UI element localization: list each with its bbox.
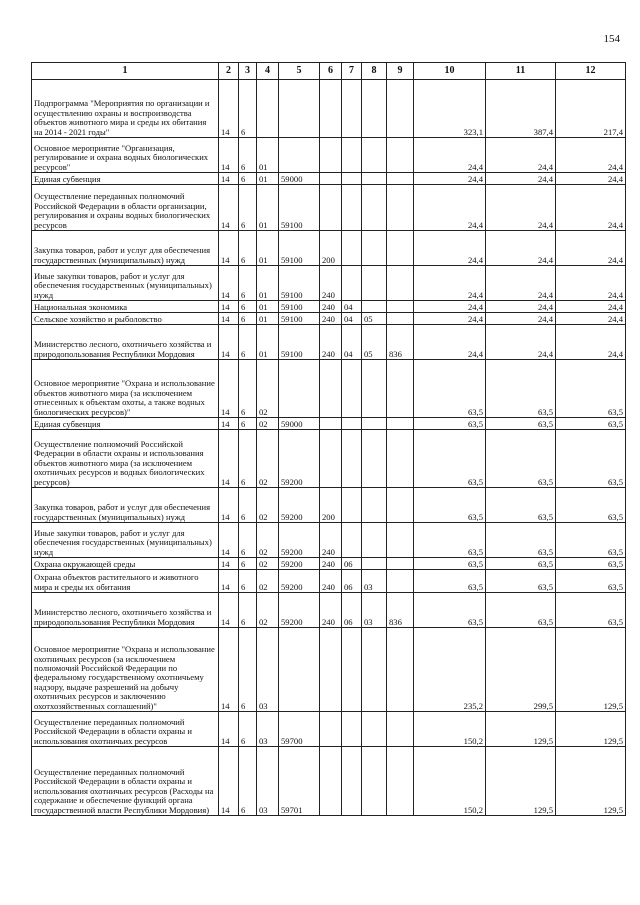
row-value-cell: 63,5 (486, 430, 556, 488)
table-row (32, 570, 626, 593)
row-value-cell: 63,5 (414, 523, 486, 558)
row-value-cell: 06 (342, 570, 362, 593)
row-value-cell: 6 (239, 185, 257, 231)
row-value-cell: 63,5 (556, 430, 626, 488)
row-value-cell (387, 313, 414, 325)
row-value-cell: 200 (320, 231, 342, 266)
row-value-cell: 14 (219, 628, 239, 712)
row-value-cell (279, 360, 320, 418)
row-value-cell (362, 301, 387, 313)
row-value-cell: 59000 (279, 418, 320, 430)
table-row (32, 488, 626, 523)
row-value-cell: 63,5 (556, 523, 626, 558)
row-value-cell (387, 138, 414, 173)
header-row (32, 63, 626, 80)
row-name-cell: Министерство лесного, охотничьего хозяйства и природопользования Республики Мордовия (32, 325, 219, 360)
row-value-cell: 387,4 (486, 80, 556, 138)
table-row (32, 418, 626, 430)
row-value-cell (387, 80, 414, 138)
row-value-cell (342, 185, 362, 231)
table-row (32, 325, 626, 360)
row-value-cell: 24,4 (414, 266, 486, 301)
row-value-cell (387, 185, 414, 231)
row-value-cell: 06 (342, 593, 362, 628)
row-value-cell: 59100 (279, 325, 320, 360)
row-value-cell (362, 747, 387, 816)
row-value-cell: 03 (362, 593, 387, 628)
row-value-cell (342, 523, 362, 558)
column-header: 5 (279, 63, 320, 80)
row-value-cell (362, 712, 387, 747)
row-name-cell: Единая субвенция (32, 173, 219, 185)
row-value-cell (387, 266, 414, 301)
row-value-cell: 24,4 (414, 301, 486, 313)
row-name-cell: Единая субвенция (32, 418, 219, 430)
row-value-cell: 63,5 (414, 570, 486, 593)
row-name-cell: Министерство лесного, охотничьего хозяйства и природопользования Республики Мордовия (32, 593, 219, 628)
row-value-cell (362, 430, 387, 488)
row-value-cell (387, 570, 414, 593)
row-value-cell: 6 (239, 418, 257, 430)
table-row (32, 173, 626, 185)
table-row (32, 80, 626, 138)
row-value-cell: 24,4 (414, 173, 486, 185)
row-value-cell: 24,4 (414, 325, 486, 360)
row-value-cell: 24,4 (556, 313, 626, 325)
row-value-cell: 59200 (279, 430, 320, 488)
row-value-cell: 24,4 (486, 325, 556, 360)
row-value-cell (387, 523, 414, 558)
row-value-cell (342, 231, 362, 266)
row-value-cell: 59200 (279, 488, 320, 523)
table-row (32, 301, 626, 313)
row-value-cell: 02 (257, 558, 279, 570)
row-value-cell (342, 488, 362, 523)
row-value-cell: 05 (362, 325, 387, 360)
row-name-cell: Охрана объектов растительного и животного мира и среды их обитания (32, 570, 219, 593)
row-value-cell: 240 (320, 558, 342, 570)
table-row (32, 593, 626, 628)
table-row (32, 712, 626, 747)
row-value-cell (342, 418, 362, 430)
row-value-cell: 836 (387, 593, 414, 628)
row-value-cell (320, 747, 342, 816)
row-value-cell: 59100 (279, 231, 320, 266)
row-value-cell: 24,4 (556, 173, 626, 185)
row-value-cell (362, 231, 387, 266)
row-value-cell: 6 (239, 173, 257, 185)
row-value-cell (387, 418, 414, 430)
row-value-cell: 24,4 (556, 231, 626, 266)
row-value-cell: 01 (257, 231, 279, 266)
row-value-cell: 59000 (279, 173, 320, 185)
row-value-cell: 63,5 (486, 488, 556, 523)
row-value-cell: 14 (219, 558, 239, 570)
row-value-cell (387, 430, 414, 488)
row-value-cell (342, 430, 362, 488)
row-value-cell: 63,5 (414, 418, 486, 430)
row-value-cell: 59200 (279, 523, 320, 558)
row-value-cell: 240 (320, 266, 342, 301)
row-value-cell: 01 (257, 185, 279, 231)
table-row (32, 628, 626, 712)
row-value-cell: 63,5 (556, 593, 626, 628)
row-value-cell: 14 (219, 313, 239, 325)
row-value-cell: 63,5 (556, 570, 626, 593)
row-value-cell: 14 (219, 570, 239, 593)
row-value-cell (387, 301, 414, 313)
row-value-cell: 59200 (279, 558, 320, 570)
row-value-cell (320, 80, 342, 138)
row-name-cell: Осуществление переданных полномочий Российской Федерации в области охраны и использования охотничьих ресурсов (Расходы на содержание и обеспечение функций органа государственной власти Республики Мордовия) (32, 747, 219, 816)
row-value-cell: 59100 (279, 185, 320, 231)
row-value-cell: 01 (257, 313, 279, 325)
row-value-cell: 14 (219, 266, 239, 301)
row-value-cell: 6 (239, 558, 257, 570)
row-value-cell: 63,5 (556, 418, 626, 430)
row-value-cell: 24,4 (486, 313, 556, 325)
row-value-cell: 03 (257, 747, 279, 816)
row-value-cell: 6 (239, 747, 257, 816)
row-value-cell (342, 266, 362, 301)
table-row (32, 558, 626, 570)
row-value-cell: 03 (257, 628, 279, 712)
row-value-cell: 02 (257, 570, 279, 593)
row-value-cell (387, 558, 414, 570)
row-value-cell: 24,4 (556, 325, 626, 360)
row-value-cell (257, 80, 279, 138)
row-name-cell: Иные закупки товаров, работ и услуг для обеспечения государственных (муниципальных) нужд (32, 266, 219, 301)
row-value-cell (342, 360, 362, 418)
row-value-cell: 129,5 (556, 747, 626, 816)
row-value-cell: 129,5 (556, 628, 626, 712)
row-value-cell: 01 (257, 325, 279, 360)
row-value-cell: 299,5 (486, 628, 556, 712)
row-value-cell: 01 (257, 173, 279, 185)
column-header: 9 (387, 63, 414, 80)
row-value-cell: 150,2 (414, 712, 486, 747)
row-value-cell: 01 (257, 301, 279, 313)
row-value-cell (362, 138, 387, 173)
row-value-cell: 63,5 (486, 418, 556, 430)
row-value-cell: 240 (320, 313, 342, 325)
row-value-cell: 02 (257, 523, 279, 558)
row-name-cell: Охрана окружающей среды (32, 558, 219, 570)
table-row (32, 231, 626, 266)
row-value-cell: 59200 (279, 570, 320, 593)
row-value-cell: 14 (219, 173, 239, 185)
row-name-cell: Закупка товаров, работ и услуг для обеспечения государственных (муниципальных) нужд (32, 231, 219, 266)
row-value-cell (362, 266, 387, 301)
row-value-cell (362, 360, 387, 418)
row-value-cell: 59100 (279, 313, 320, 325)
row-value-cell: 6 (239, 266, 257, 301)
column-header: 10 (414, 63, 486, 80)
row-value-cell: 63,5 (556, 360, 626, 418)
table-row (32, 430, 626, 488)
row-name-cell: Осуществление переданных полномочий Российской Федерации в области охраны и использования охотничьих ресурсов (32, 712, 219, 747)
row-value-cell (320, 185, 342, 231)
row-value-cell: 14 (219, 360, 239, 418)
row-value-cell: 02 (257, 593, 279, 628)
row-value-cell: 150,2 (414, 747, 486, 816)
row-value-cell: 129,5 (486, 712, 556, 747)
row-value-cell (387, 628, 414, 712)
row-value-cell: 24,4 (486, 138, 556, 173)
column-header: 6 (320, 63, 342, 80)
row-value-cell: 02 (257, 418, 279, 430)
row-name-cell: Подпрограмма "Мероприятия по организации и осуществлению охраны и воспроизводства объектов животного мира и среды их обитания на 2014 - 2021 годы" (32, 80, 219, 138)
row-value-cell: 04 (342, 325, 362, 360)
row-value-cell: 02 (257, 488, 279, 523)
row-value-cell: 63,5 (486, 570, 556, 593)
row-value-cell (320, 418, 342, 430)
row-value-cell (362, 418, 387, 430)
row-value-cell: 24,4 (556, 266, 626, 301)
table-row (32, 747, 626, 816)
row-value-cell: 63,5 (486, 558, 556, 570)
table-row (32, 138, 626, 173)
row-value-cell: 59100 (279, 266, 320, 301)
row-name-cell: Осуществление полномочий Российской Федерации в области охраны и использования объектов животного мира (за исключением охотничьих ресурсов и водных биологических ресурсов) (32, 430, 219, 488)
row-value-cell: 6 (239, 138, 257, 173)
row-value-cell (362, 628, 387, 712)
row-value-cell (362, 173, 387, 185)
row-value-cell: 24,4 (486, 185, 556, 231)
row-name-cell: Основное мероприятие "Охрана и использование охотничьих ресурсов (за исключением полномочий Российской Федерации по федеральному государственному охотничьему надзору, выдаче разрешений на добычу охотничьих ресурсов и заключению охотхозяйственных соглашений)" (32, 628, 219, 712)
row-value-cell: 836 (387, 325, 414, 360)
row-value-cell: 24,4 (486, 173, 556, 185)
row-value-cell (387, 231, 414, 266)
row-value-cell: 6 (239, 360, 257, 418)
row-value-cell: 04 (342, 301, 362, 313)
row-value-cell: 01 (257, 138, 279, 173)
row-value-cell: 03 (362, 570, 387, 593)
column-header: 1 (32, 63, 219, 80)
row-value-cell: 63,5 (414, 430, 486, 488)
row-value-cell: 240 (320, 570, 342, 593)
row-value-cell: 63,5 (486, 593, 556, 628)
column-header: 8 (362, 63, 387, 80)
row-value-cell (362, 185, 387, 231)
row-value-cell: 63,5 (414, 360, 486, 418)
row-value-cell: 24,4 (486, 301, 556, 313)
table-row (32, 523, 626, 558)
row-value-cell: 14 (219, 418, 239, 430)
row-value-cell: 02 (257, 360, 279, 418)
row-value-cell (387, 712, 414, 747)
row-value-cell (387, 747, 414, 816)
table-row (32, 360, 626, 418)
row-value-cell: 63,5 (556, 558, 626, 570)
row-name-cell: Национальная экономика (32, 301, 219, 313)
row-value-cell: 6 (239, 313, 257, 325)
row-value-cell (320, 628, 342, 712)
row-value-cell: 235,2 (414, 628, 486, 712)
row-value-cell (279, 80, 320, 138)
row-value-cell: 01 (257, 266, 279, 301)
column-header: 3 (239, 63, 257, 80)
row-value-cell: 6 (239, 628, 257, 712)
row-value-cell (342, 712, 362, 747)
row-value-cell: 14 (219, 712, 239, 747)
row-value-cell: 63,5 (414, 488, 486, 523)
row-value-cell: 24,4 (414, 138, 486, 173)
row-value-cell: 14 (219, 430, 239, 488)
row-value-cell (342, 747, 362, 816)
column-header: 11 (486, 63, 556, 80)
row-value-cell: 24,4 (556, 301, 626, 313)
row-name-cell: Основное мероприятие "Охрана и использование объектов животного мира (за исключением отнесенных к объектам охоты, а также водных биологических ресурсов)" (32, 360, 219, 418)
row-value-cell: 6 (239, 430, 257, 488)
row-value-cell: 63,5 (414, 593, 486, 628)
row-value-cell (320, 712, 342, 747)
row-value-cell: 6 (239, 80, 257, 138)
row-value-cell: 59200 (279, 593, 320, 628)
row-value-cell (342, 628, 362, 712)
row-value-cell: 240 (320, 325, 342, 360)
row-value-cell: 240 (320, 593, 342, 628)
row-value-cell: 63,5 (486, 523, 556, 558)
row-value-cell: 200 (320, 488, 342, 523)
row-name-cell: Иные закупки товаров, работ и услуг для обеспечения государственных (муниципальных) нужд (32, 523, 219, 558)
row-name-cell: Сельское хозяйство и рыболовство (32, 313, 219, 325)
column-header: 4 (257, 63, 279, 80)
row-value-cell: 24,4 (556, 138, 626, 173)
row-value-cell (279, 628, 320, 712)
row-name-cell: Закупка товаров, работ и услуг для обеспечения государственных (муниципальных) нужд (32, 488, 219, 523)
row-value-cell: 217,4 (556, 80, 626, 138)
row-value-cell: 24,4 (414, 231, 486, 266)
table-row (32, 313, 626, 325)
table-body (32, 80, 626, 816)
row-value-cell: 24,4 (414, 185, 486, 231)
row-value-cell: 14 (219, 80, 239, 138)
row-value-cell (387, 488, 414, 523)
row-value-cell (362, 80, 387, 138)
row-value-cell: 59701 (279, 747, 320, 816)
row-value-cell: 6 (239, 712, 257, 747)
row-value-cell: 240 (320, 523, 342, 558)
row-value-cell (387, 360, 414, 418)
row-value-cell: 04 (342, 313, 362, 325)
row-value-cell: 05 (362, 313, 387, 325)
row-value-cell (320, 138, 342, 173)
row-name-cell: Осуществление переданных полномочий Российской Федерации в области организации, регулирования и охраны водных биологических ресурсов (32, 185, 219, 231)
row-value-cell: 14 (219, 185, 239, 231)
budget-table (31, 62, 626, 816)
row-value-cell: 14 (219, 593, 239, 628)
row-value-cell (342, 80, 362, 138)
row-value-cell: 6 (239, 231, 257, 266)
row-value-cell: 14 (219, 488, 239, 523)
row-value-cell: 59100 (279, 301, 320, 313)
table-row (32, 185, 626, 231)
row-value-cell: 14 (219, 301, 239, 313)
row-value-cell: 63,5 (486, 360, 556, 418)
row-value-cell: 6 (239, 593, 257, 628)
row-value-cell (362, 488, 387, 523)
row-value-cell: 6 (239, 488, 257, 523)
row-value-cell (342, 173, 362, 185)
row-value-cell: 63,5 (556, 488, 626, 523)
row-value-cell: 6 (239, 570, 257, 593)
row-value-cell (362, 558, 387, 570)
row-value-cell: 129,5 (486, 747, 556, 816)
row-value-cell: 06 (342, 558, 362, 570)
row-value-cell: 24,4 (414, 313, 486, 325)
column-header: 12 (556, 63, 626, 80)
row-value-cell: 24,4 (486, 266, 556, 301)
column-header: 7 (342, 63, 362, 80)
row-value-cell (342, 138, 362, 173)
row-value-cell (362, 523, 387, 558)
row-value-cell: 14 (219, 231, 239, 266)
row-value-cell (279, 138, 320, 173)
row-value-cell: 02 (257, 430, 279, 488)
row-value-cell: 63,5 (414, 558, 486, 570)
row-value-cell: 14 (219, 138, 239, 173)
row-value-cell: 6 (239, 325, 257, 360)
row-value-cell: 6 (239, 523, 257, 558)
page-number: 154 (603, 33, 620, 45)
row-value-cell: 14 (219, 523, 239, 558)
row-value-cell: 323,1 (414, 80, 486, 138)
row-value-cell: 24,4 (556, 185, 626, 231)
table-row (32, 266, 626, 301)
row-value-cell (320, 173, 342, 185)
row-value-cell (320, 360, 342, 418)
row-value-cell (320, 430, 342, 488)
row-value-cell: 14 (219, 747, 239, 816)
row-value-cell: 59700 (279, 712, 320, 747)
column-header: 2 (219, 63, 239, 80)
row-value-cell (387, 173, 414, 185)
row-value-cell: 240 (320, 301, 342, 313)
row-value-cell: 24,4 (486, 231, 556, 266)
row-value-cell: 03 (257, 712, 279, 747)
row-value-cell: 129,5 (556, 712, 626, 747)
row-value-cell: 6 (239, 301, 257, 313)
row-name-cell: Основное мероприятие "Организация, регулирование и охрана водных биологических ресурсов" (32, 138, 219, 173)
row-value-cell: 14 (219, 325, 239, 360)
